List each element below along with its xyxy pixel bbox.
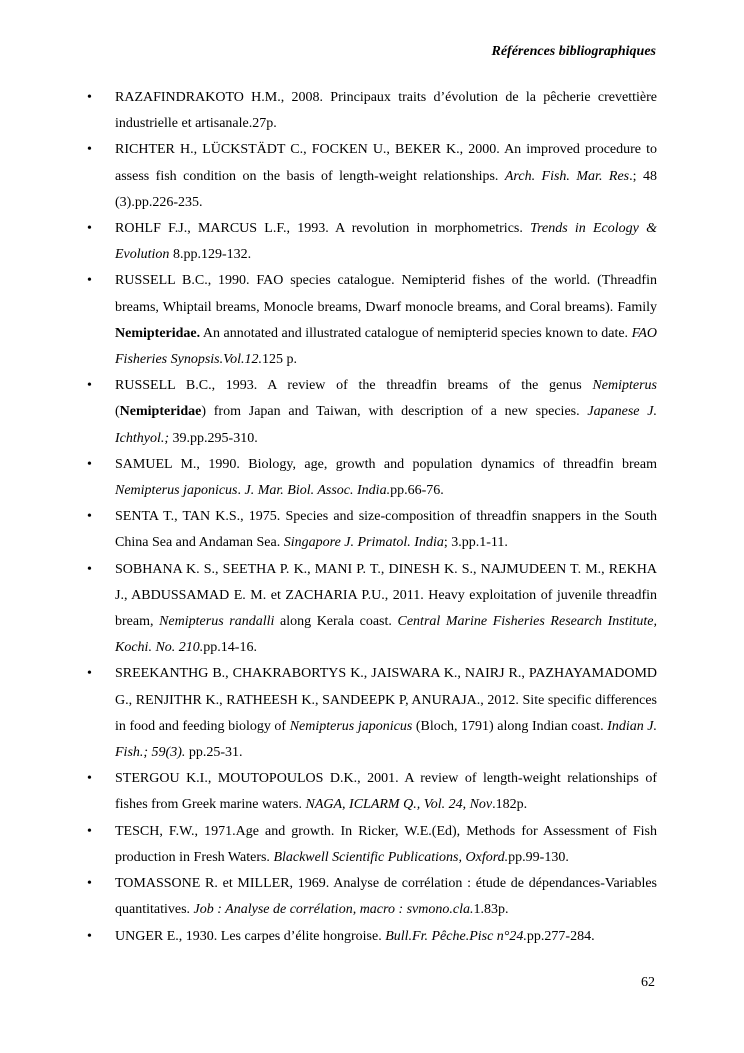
page-header-title: Références bibliographiques (491, 44, 656, 59)
reference-italic-text: Central Marine Fisheries Research Institute, Kochi. No. 210. (115, 614, 657, 656)
reference-text: .; 48 (3).pp.226-235. (115, 168, 657, 210)
reference-italic-text: Arch. Fish. Mar. Res (504, 168, 630, 184)
reference-entry (87, 137, 657, 216)
reference-text: (Bloch, 1791) along Indian coast. (412, 718, 608, 734)
reference-italic-text: Nemipterus (592, 378, 657, 394)
reference-entry (87, 871, 657, 923)
reference-italic-text: Singapore J. Primatol. India (283, 535, 444, 551)
reference-text: pp.277-284. (526, 928, 595, 944)
bullet-icon: • (87, 142, 92, 158)
bullet-icon: • (87, 561, 92, 577)
bullet-icon: • (87, 378, 92, 394)
reference-text: SAMUEL M., 1990. Biology, age, growth and population dynamics of threadfin bream (115, 456, 657, 472)
bullet-icon: • (87, 273, 92, 289)
reference-text: 1.83p. (473, 902, 509, 918)
reference-italic-text: Nov (469, 797, 493, 813)
reference-text: RUSSELL B.C., 1990. FAO species catalogue. Nemipterid fishes of the world. (Threadfin breams, Whiptail breams, Monocle breams, Dwarf monocle breams, and Coral breams). Family (115, 273, 657, 315)
reference-text: .182p. (492, 797, 528, 813)
reference-text: , (462, 797, 470, 813)
reference-italic-text: J. Mar. Biol. Assoc. India. (244, 483, 391, 499)
reference-text: along Kerala coast. (274, 614, 398, 630)
reference-entry (87, 216, 657, 268)
reference-entry (87, 85, 657, 137)
reference-italic-text: Japanese J. Ichthyol.; (115, 404, 657, 446)
reference-italic-text: Blackwell Scientific Publications, Oxford. (273, 849, 509, 865)
bullet-icon: • (87, 823, 92, 839)
bullet-icon: • (87, 666, 92, 682)
reference-text: pp.25-31. (185, 745, 243, 761)
reference-text: 8.pp.129-132. (169, 247, 252, 263)
reference-text: RICHTER H., LÜCKSTÄDT C., FOCKEN U., BEKER K., 2000. An improved procedure to assess fish condition on the basis of length-weight relationships. (115, 142, 657, 184)
reference-text: . (237, 483, 245, 499)
reference-text: ( (115, 404, 120, 420)
reference-italic-text: Nemipterus randalli (159, 614, 275, 630)
page-number: 62 (641, 975, 655, 990)
bullet-icon: • (87, 876, 92, 892)
reference-text: pp.66-76. (390, 483, 444, 499)
reference-list (87, 85, 657, 950)
reference-text: ) from Japan and Taiwan, with description of a new species. (201, 404, 588, 420)
bullet-icon: • (87, 509, 92, 525)
reference-text: RUSSELL B.C., 1993. A review of the threadfin breams of the genus (115, 378, 593, 394)
reference-text: pp.99-130. (508, 849, 569, 865)
reference-bold-text: Nemipteridae (119, 404, 202, 420)
reference-entry (87, 268, 657, 373)
reference-text: SOBHANA K. S., SEETHA P. K., MANI P. T., DINESH K. S., NAJMUDEEN T. M., REKHA J., ABDUSSAMAD E. M. et ZACHARIA P.U., 2011. Heavy exploitation of juvenile threadfin bream, (115, 561, 657, 630)
reference-italic-text: Job : Analyse de corrélation, macro : svmono.cla. (193, 902, 474, 918)
reference-text: STERGOU K.I., MOUTOPOULOS D.K., 2001. A review of length-weight relationships of fishes from Greek marine waters. (115, 771, 657, 813)
bullet-icon: • (87, 928, 92, 944)
bullet-icon: • (87, 771, 92, 787)
bullet-icon: • (87, 456, 92, 472)
reference-italic-text: Bull.Fr. Pêche.Pisc n°24. (385, 928, 527, 944)
reference-text: 39.pp.295-310. (169, 430, 258, 446)
reference-text: TOMASSONE R. et MILLER, 1969. Analyse de corrélation : étude de dépendances-Variables quantitatives. (115, 876, 657, 918)
reference-italic-text: Trends in Ecology & Evolution (115, 221, 657, 263)
reference-bold-text: Nemipteridae. (115, 325, 201, 341)
bullet-icon: • (87, 221, 92, 237)
reference-text: TESCH, F.W., 1971.Age and growth. In Ricker, W.E.(Ed), Methods for Assessment of Fish production in Fresh Waters. (115, 823, 657, 865)
reference-entry (87, 924, 657, 950)
reference-entry (87, 661, 657, 766)
reference-italic-text: Nemipterus japonicus (289, 718, 413, 734)
reference-entry (87, 373, 657, 452)
reference-italic-text: NAGA, ICLARM Q., Vol. 24 (305, 797, 463, 813)
reference-text: SENTA T., TAN K.S., 1975. Species and size-composition of threadfin snappers in the South China Sea and Andaman Sea. (115, 509, 657, 551)
reference-entry (87, 557, 657, 662)
reference-text: RAZAFINDRAKOTO H.M., 2008. Principaux traits d’évolution de la pêcherie crevettière industrielle et artisanale.27p. (115, 90, 657, 132)
reference-italic-text: Nemipterus japonicus (115, 483, 238, 499)
reference-text: pp.14-16. (203, 640, 257, 656)
reference-entry (87, 766, 657, 818)
reference-entry (87, 452, 657, 504)
reference-text: An annotated and illustrated catalogue of nemipterid species known to date. (200, 325, 632, 341)
reference-text: 125 p. (262, 352, 297, 368)
reference-italic-text: FAO Fisheries Synopsis.Vol.12. (115, 325, 657, 368)
reference-text: UNGER E., 1930. Les carpes d’élite hongroise. (115, 928, 386, 944)
reference-text: SREEKANTHG B., CHAKRABORTYS K., JAISWARA K., NAIRJ R., PAZHAYAMADOMD G., RENJITHR K., RATHEESH K., SANDEEPK P, ANURAJA., 2012. Site specific differences in food and feeding biology of (115, 666, 657, 734)
reference-text: ROHLF F.J., MARCUS L.F., 1993. A revolution in morphometrics. (115, 221, 531, 237)
reference-entry (87, 819, 657, 871)
reference-entry (87, 504, 657, 556)
reference-italic-text: Indian J. Fish.; 59(3). (115, 718, 658, 761)
reference-text: ; 3.pp.1-11. (443, 535, 508, 551)
bullet-icon: • (87, 90, 92, 105)
